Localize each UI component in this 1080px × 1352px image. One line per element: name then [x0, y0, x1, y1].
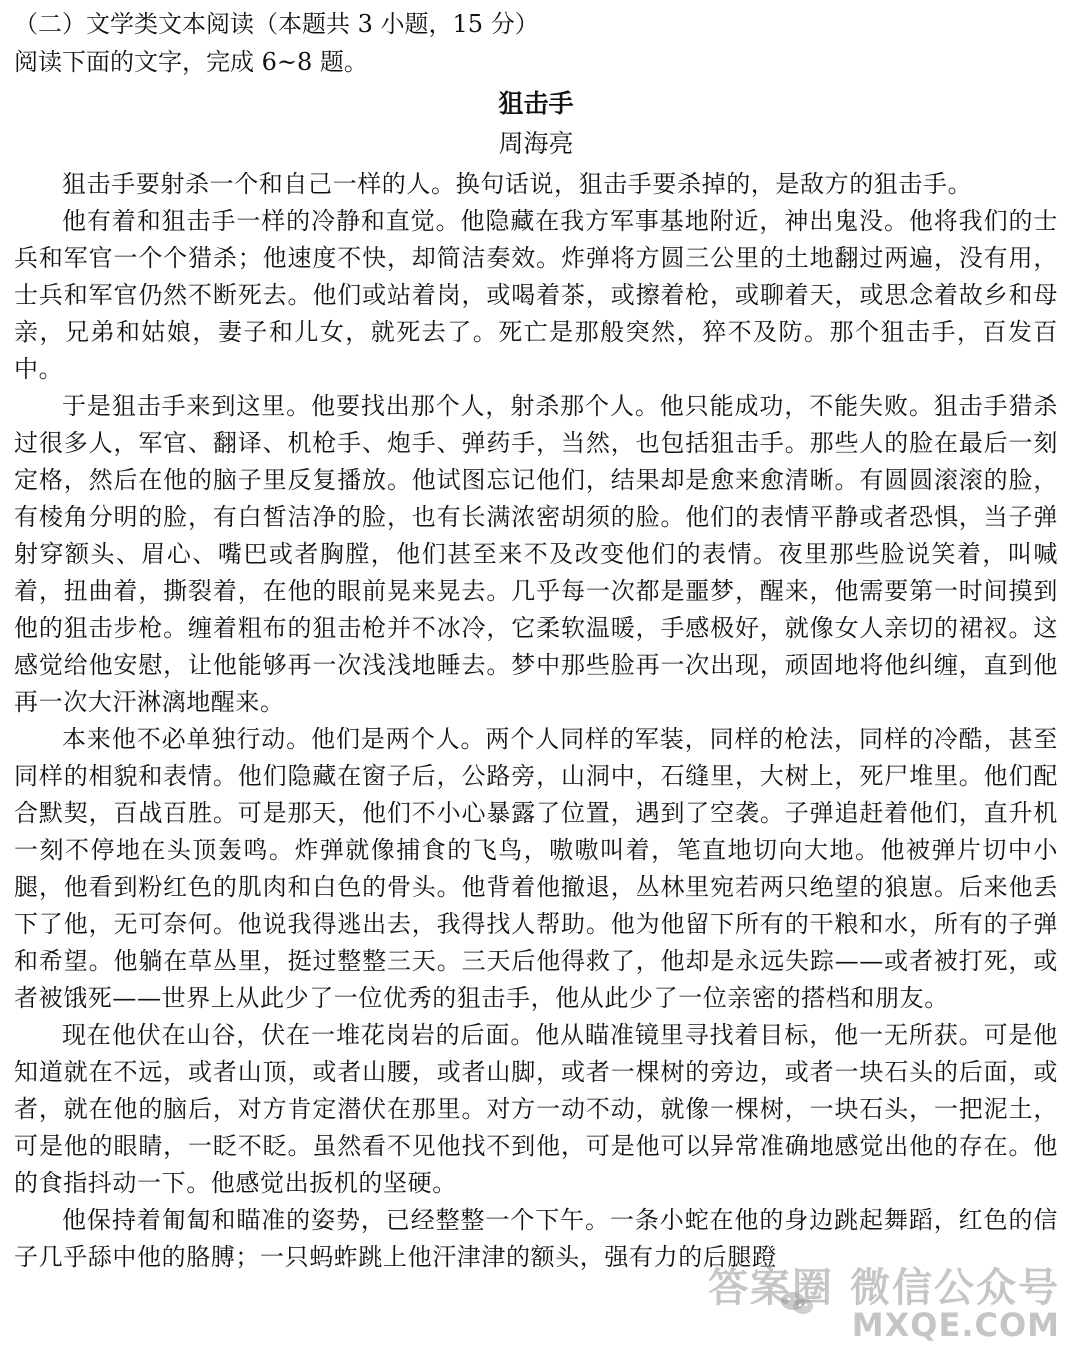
paragraph-5: 现在他伏在山谷，伏在一堆花岗岩的后面。他从瞄准镜里寻找着目标，他一无所获。可是他知道就在不远，或者山顶，或者山腰，或者山脚，或者一棵树的旁边，或者一块石头的后面，或者，就在他的脑后，对方肯定潜伏在那里。对方一动不动，就像一棵树，一块石头，一把泥土，可是他的眼睛，一眨不眨。虽然看不见他找不到他，可是他可以异常准确地感觉出他的存在。他的食指抖动一下。他感觉出扳机的坚硬。	[14, 1021, 1058, 1197]
paragraph-2: 他有着和狙击手一样的冷静和直觉。他隐藏在我方军事基地附近，神出鬼没。他将我们的士兵和军官一个个猎杀；他速度不快，却简洁奏效。炸弹将方圆三公里的土地翻过两遍，没有用，士兵和军官仍然不断死去。他们或站着岗，或喝着茶，或擦着枪，或聊着天，或思念着故乡和母亲，兄弟和姑娘，妻子和儿女，就死去了。死亡是那般突然，猝不及防。那个狙击手，百发百中。	[14, 207, 1058, 383]
watermark	[708, 1254, 1066, 1346]
watermark-chinese-text: 答案圈 微信公众号	[708, 1265, 1060, 1311]
article-title: 狙击手	[498, 89, 574, 118]
watermark-site-text: MXQE.COM	[851, 1306, 1060, 1344]
paragraph-6: 他保持着匍匐和瞄准的姿势，已经整整一个下午。一条小蛇在他的身边跳起舞蹈，红色的信子几乎舔中他的胳膊；一只蚂蚱跳上他汗津津的额头，强有力的后腿蹬	[14, 1206, 1058, 1271]
reading-instruction: 阅读下面的文字，完成 6~8 题。	[14, 48, 368, 76]
section-heading: （二）文学类文本阅读（本题共 3 小题，15 分）	[14, 10, 539, 38]
paragraph-1: 狙击手要射杀一个和自己一样的人。换句话说，狙击手要杀掉的，是敌方的狙击手。	[62, 170, 973, 198]
paragraph-3: 于是狙击手来到这里。他要找出那个人，射杀那个人。他只能成功，不能失败。狙击手猎杀过很多人，军官、翻译、机枪手、炮手、弹药手，当然，也包括狙击手。那些人的脸在最后一刻定格，然后在他的脑子里反复播放。他试图忘记他们，结果却是愈来愈清晰。有圆圆滚滚的脸，有棱角分明的脸，有白皙洁净的脸，也有长满浓密胡须的脸。他们的表情平静或者恐惧，当子弹射穿额头、眉心、嘴巴或者胸膛，他们甚至来不及改变他们的表情。夜里那些脸说笑着，叫喊着，扭曲着，撕裂着，在他的眼前晃来晃去。几乎每一次都是噩梦，醒来，他需要第一时间摸到他的狙击步枪。缠着粗布的狙击枪并不冰冷，它柔软温暖，手感极好，就像女人亲切的裙衩。这感觉给他安慰，让他能够再一次浅浅地睡去。梦中那些脸再一次出现，顽固地将他纠缠，直到他再一次大汗淋漓地醒来。	[14, 392, 1058, 716]
paragraph-4: 本来他不必单独行动。他们是两个人。两个人同样的军装，同样的枪法，同样的冷酷，甚至同样的相貌和表情。他们隐藏在窗子后，公路旁，山洞中，石缝里，大树上，死尸堆里。他们配合默契，百战百胜。可是那天，他们不小心暴露了位置，遇到了空袭。子弹追赶着他们，直升机一刻不停地在头顶轰鸣。炸弹就像捕食的飞鸟，嗷嗷叫着，笔直地切向大地。他被弹片切中小腿，他看到粉红色的肌肉和白色的骨头。他背着他撤退，丛林里宛若两只绝望的狼崽。后来他丢下了他，无可奈何。他说我得逃出去，我得找人帮助。他为他留下所有的干粮和水，所有的子弹和希望。他躺在草丛里，挺过整整三天。三天后他得救了，他却是永远失踪——或者被打死，或者被饿死——世界上从此少了一位优秀的狙击手，他从此少了一位亲密的搭档和朋友。	[14, 725, 1058, 1012]
article-author: 周海亮	[498, 129, 574, 158]
